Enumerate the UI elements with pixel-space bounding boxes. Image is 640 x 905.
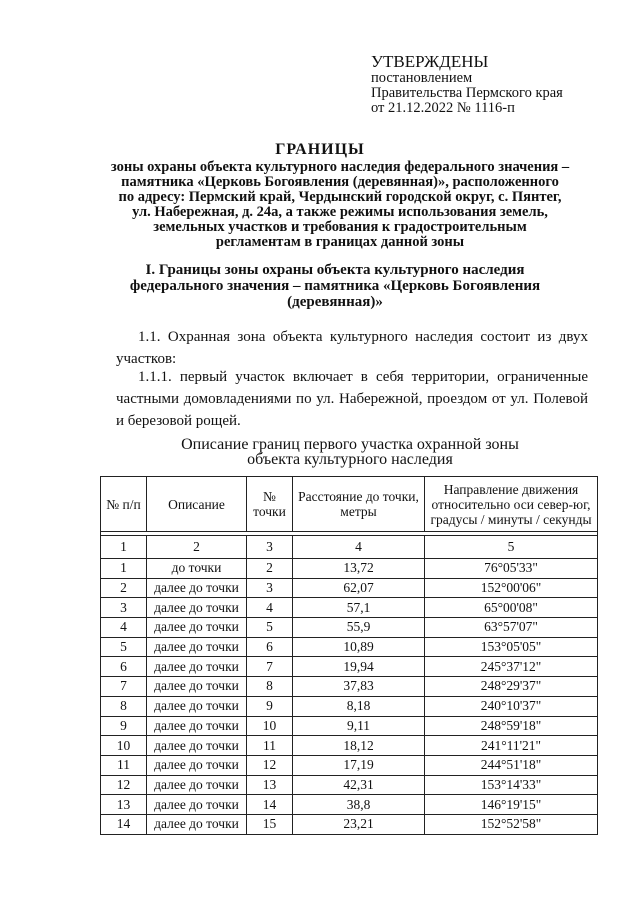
cell-direction: 65°00'08" xyxy=(425,598,598,618)
cell-distance: 38,8 xyxy=(293,795,425,815)
table-row xyxy=(101,755,598,775)
cell-index: 10 xyxy=(101,736,147,756)
table-row xyxy=(101,716,598,736)
cell-index: 11 xyxy=(101,755,147,775)
table-row xyxy=(101,559,598,579)
column-number: 5 xyxy=(425,536,598,559)
approval-line: Правительства Пермского края xyxy=(371,85,563,101)
cell-distance: 9,11 xyxy=(293,716,425,736)
header-distance: Расстояние до точки, метры xyxy=(293,477,425,532)
cell-distance: 18,12 xyxy=(293,736,425,756)
cell-point: 14 xyxy=(247,795,293,815)
cell-point: 5 xyxy=(247,618,293,638)
boundary-table xyxy=(100,476,598,835)
cell-description: далее до точки xyxy=(147,637,247,657)
cell-distance: 62,07 xyxy=(293,578,425,598)
subtitle-line: регламентам в границах данной зоны xyxy=(215,234,465,250)
approval-line: постановлением xyxy=(371,70,473,86)
table-row xyxy=(101,795,598,815)
table-row xyxy=(101,637,598,657)
cell-description: далее до точки xyxy=(147,696,247,716)
cell-direction: 241°11'21" xyxy=(425,736,598,756)
cell-description: далее до точки xyxy=(147,618,247,638)
cell-point: 15 xyxy=(247,814,293,834)
cell-index: 8 xyxy=(101,696,147,716)
cell-point: 12 xyxy=(247,755,293,775)
cell-distance: 37,83 xyxy=(293,677,425,697)
table-row xyxy=(101,598,598,618)
cell-direction: 152°00'06" xyxy=(425,578,598,598)
cell-index: 9 xyxy=(101,716,147,736)
cell-description: далее до точки xyxy=(147,677,247,697)
cell-description: далее до точки xyxy=(147,578,247,598)
cell-description: далее до точки xyxy=(147,598,247,618)
column-number: 2 xyxy=(147,536,247,559)
cell-index: 3 xyxy=(101,598,147,618)
cell-point: 6 xyxy=(247,637,293,657)
cell-direction: 153°05'05" xyxy=(425,637,598,657)
approval-line: от 21.12.2022 № 1116-п xyxy=(371,100,515,116)
cell-distance: 19,94 xyxy=(293,657,425,677)
cell-description: далее до точки xyxy=(147,716,247,736)
cell-direction: 245°37'12" xyxy=(425,657,598,677)
subtitle-line: памятника «Церковь Богоявления (деревянная)», расположенного xyxy=(121,174,559,190)
column-number: 4 xyxy=(293,536,425,559)
table-row xyxy=(101,696,598,716)
cell-direction: 240°10'37" xyxy=(425,696,598,716)
cell-description: далее до точки xyxy=(147,736,247,756)
table-row xyxy=(101,657,598,677)
section-line: I. Границы зоны охраны объекта культурного наследия xyxy=(145,262,525,278)
cell-point: 8 xyxy=(247,677,293,697)
caption-line: Описание границ первого участка охранной зоны xyxy=(181,436,519,453)
table-row xyxy=(101,578,598,598)
column-number: 1 xyxy=(101,536,147,559)
cell-distance: 55,9 xyxy=(293,618,425,638)
cell-distance: 13,72 xyxy=(293,559,425,579)
cell-point: 10 xyxy=(247,716,293,736)
cell-point: 4 xyxy=(247,598,293,618)
approval-heading: УТВЕРЖДЕНЫ xyxy=(371,52,489,71)
cell-index: 6 xyxy=(101,657,147,677)
cell-index: 1 xyxy=(101,559,147,579)
section-heading xyxy=(100,262,570,310)
cell-distance: 8,18 xyxy=(293,696,425,716)
document-subtitle xyxy=(90,160,590,250)
cell-description: далее до точки xyxy=(147,775,247,795)
cell-point: 11 xyxy=(247,736,293,756)
cell-direction: 63°57'07" xyxy=(425,618,598,638)
subtitle-line: зоны охраны объекта культурного наследия федерального значения – xyxy=(110,159,570,175)
cell-description: далее до точки xyxy=(147,657,247,677)
subtitle-line: земельных участков и требования к градостроительным xyxy=(153,219,527,235)
paragraph-1-1-1: 1.1.1. первый участок включает в себя территории, ограниченные частными домовладениями по ул. Набережной, проездом от ул. Полевой и березовой рощей. xyxy=(116,369,588,429)
table-row xyxy=(101,775,598,795)
section-line: федерального значения – памятника «Церковь Богоявления xyxy=(129,278,541,294)
table-caption xyxy=(130,437,570,467)
header-point: № точки xyxy=(247,477,293,532)
cell-index: 12 xyxy=(101,775,147,795)
table-row xyxy=(101,618,598,638)
cell-description: далее до точки xyxy=(147,795,247,815)
cell-direction: 146°19'15" xyxy=(425,795,598,815)
column-number-row xyxy=(101,536,598,559)
cell-index: 4 xyxy=(101,618,147,638)
cell-point: 2 xyxy=(247,559,293,579)
header-description: Описание xyxy=(147,477,247,532)
header-direction: Направление движения относительно оси север-юг, градусы / минуты / секунды xyxy=(425,477,598,532)
cell-direction: 152°52'58" xyxy=(425,814,598,834)
cell-direction: 76°05'33" xyxy=(425,559,598,579)
document-title: ГРАНИЦЫ xyxy=(275,141,365,158)
cell-index: 2 xyxy=(101,578,147,598)
table-header-row xyxy=(101,477,598,532)
cell-direction: 248°29'37" xyxy=(425,677,598,697)
cell-description: далее до точки xyxy=(147,814,247,834)
cell-point: 7 xyxy=(247,657,293,677)
cell-index: 13 xyxy=(101,795,147,815)
table-row xyxy=(101,677,598,697)
cell-description: далее до точки xyxy=(147,755,247,775)
cell-point: 13 xyxy=(247,775,293,795)
cell-direction: 153°14'33" xyxy=(425,775,598,795)
cell-direction: 244°51'18" xyxy=(425,755,598,775)
subtitle-line: по адресу: Пермский край, Чердынский городской округ, с. Пянтег, xyxy=(118,189,562,205)
approval-block xyxy=(371,52,563,116)
cell-index: 5 xyxy=(101,637,147,657)
table-row xyxy=(101,814,598,834)
cell-distance: 23,21 xyxy=(293,814,425,834)
caption-line: объекта культурного наследия xyxy=(247,451,453,468)
header-index: № п/п xyxy=(101,477,147,532)
table-row xyxy=(101,736,598,756)
cell-distance: 17,19 xyxy=(293,755,425,775)
subtitle-line: ул. Набережная, д. 24а, а также режимы использования земель, xyxy=(132,204,548,220)
cell-point: 9 xyxy=(247,696,293,716)
cell-distance: 10,89 xyxy=(293,637,425,657)
section-line: (деревянная)» xyxy=(287,294,383,310)
cell-index: 7 xyxy=(101,677,147,697)
cell-direction: 248°59'18" xyxy=(425,716,598,736)
column-number: 3 xyxy=(247,536,293,559)
paragraph-1-1: 1.1. Охранная зона объекта культурного наследия состоит из двух участков: xyxy=(116,329,588,367)
cell-distance: 42,31 xyxy=(293,775,425,795)
cell-description: до точки xyxy=(147,559,247,579)
cell-point: 3 xyxy=(247,578,293,598)
cell-distance: 57,1 xyxy=(293,598,425,618)
cell-index: 14 xyxy=(101,814,147,834)
